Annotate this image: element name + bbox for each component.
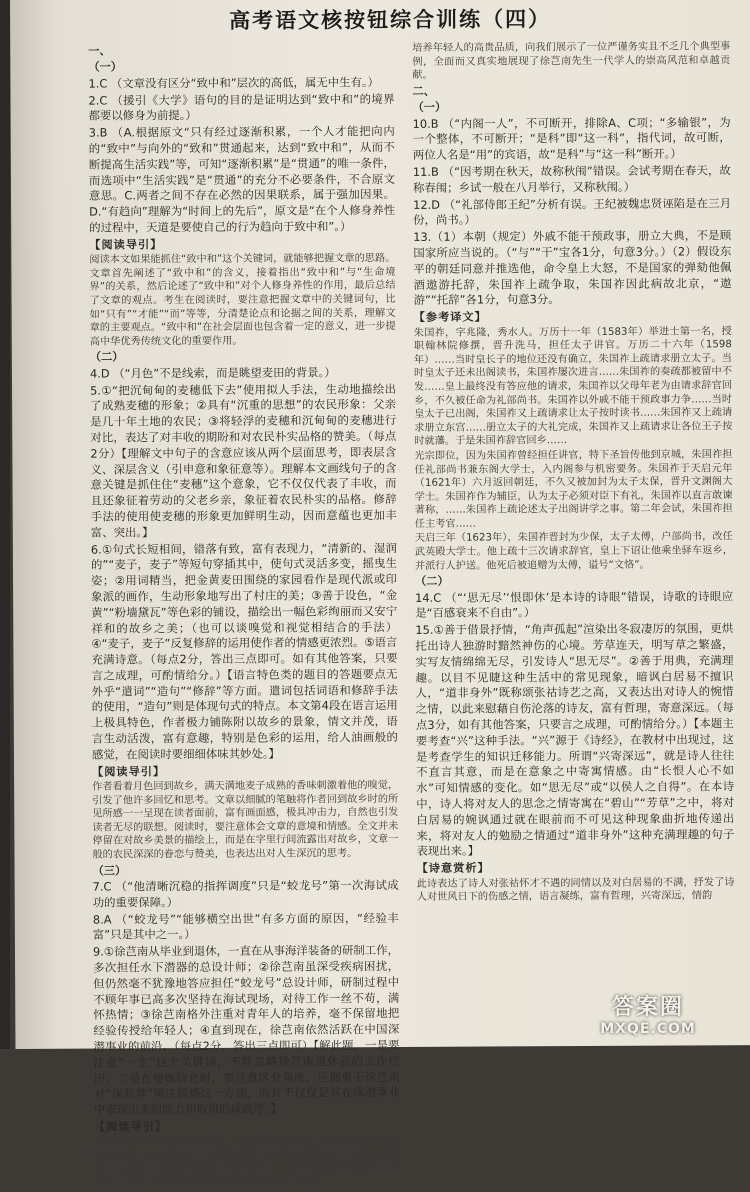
page-title: 高考语文核按钮综合训练（四） (229, 7, 552, 33)
section-heading: 一、 (88, 44, 111, 58)
section-heading: 二、 (412, 84, 435, 98)
subsection-heading: （二） (415, 574, 449, 589)
poem-appreciation-heading: 【诗意赏析】 (416, 861, 490, 876)
answer-15: 15.①善于借景抒情，“角声孤起”渲染出冬寂凄厉的氛围，更烘托出诗人独游时黯然神伤的心境。芳草连天，明写草之繁盛，实写友情绵绵无尽，引发诗人“思无尽”。②善于用典，充满理趣。以目不见睫这种生活中的常见现象，暗讽白居易不擅识人，“道非身外”既称颂张祜诗艺之高，又表达出对诗人的惋惜之情，以此来慰藉自伤沦落的诗友，富有哲理，寄意深远。（每点3分，如有其他答案，只要言之成理，可酌情给分。）【本题主要考查“兴”这种手法。“兴”源于《诗经》，在教材中出现过，这是考查学生的知识迁移能力。所谓“兴寄深远”，就是诗人往往不直言其意，而是在意象之中寄寓情感。由“长恨人心不如水”可知情感的变化。如“思无尽”或“以侯人之自得”。在本诗中，诗人将对友人的思念之情寄寓在“碧山”“芳草”之中，将对白居易的婉讽通过就在眼前而不可见这种现象曲折地传递出来，将对友人的勉励之情通过“道非身外”这种充满理趣的句子表现出来。】 (415, 621, 735, 859)
right-column (412, 40, 735, 905)
subsection-heading: （一） (412, 100, 447, 115)
answer-9: 9.①徐芑南从毕业到退休，一直在从事海洋装备的研制工作，多次担任水下潜器的总设计师；②徐芑南虽深受疾病困扰，但仍然毫不犹豫地答应担任“蛟龙号”总设计师，研制过程中不顾年事已高多次坚持在海试现场，对待工作一丝不苟，满怀热情；③徐芑南格外注重对青年人的培养，毫不保留地把经验传授给年轻人；④直到现在，徐芑南依然活跃在中国深潜事业的前沿。（每点2分，答出三点即可）【解此题，一是要注意“一生”这个关键词，不能忽略徐芑南退休前的工作经历；二是在提炼信息时，要注意区分角度，应侧重于徐芑南对“深蓝梦”倾注情感这一方面，而并不仅仅是其在深潜事业中表现出来的能力和取得的成就等。】 (92, 943, 400, 1117)
subsection-heading: （二） (89, 350, 124, 364)
answer-2: 2.C （援引《大学》语句的目的是证明达到“致中和”的境界都要以修身为前提。） (88, 91, 395, 123)
poem-appreciation-text: 此诗表达了诗人对张祜怀才不遇的同情以及对白居易的不满，抒发了诗人对世风日下的伤感之情，语言凝练，富有哲理，兴寄深远，情韵 (416, 876, 735, 904)
reading-guide-heading: 【阅读导引】 (92, 764, 166, 779)
translation-text: 光宗即位，因为朱国祚曾经担任讲官，特下圣旨传他到京城，朱国祚担任礼部尚书兼东阁大学士，入内阁参与机密要务。朱国祚于天启元年（1621年）六月返回朝廷，不久又被加封为太子太保，晋升文渊阁大学士。朱国祚作为辅臣，认为太子必须对臣下有礼，朱国祚以直言敢谏著称，……朱国祚上疏论述太子出阁讲学之事。第二年会试，朱国祚担任主考官…… (414, 449, 733, 530)
reading-guide-heading: 【阅读导引】 (89, 237, 163, 252)
reading-guide-text: 阅读本文如果能抓住“致中和”这个关键词，就能够把握文章的思路。文章首先阐述了“致中和”的含义，接着指出“致中和”与“生命境界”的关系，然后论述了“致中和”对个人修身养性的作用，最后总结了文章的观点。考生在阅读时，要注意把握文章中的关键词句，比如“只有”“才能”“而”等等，分清楚论点和论据之间的关系，理解文章的主要观点。“致中和”在社会层面也包含着一定的意义，进一步提高中华优秀传统文化的重要作用。 (89, 253, 396, 348)
subsection-heading: （三） (92, 864, 127, 878)
watermark-title: 答案圈 (611, 995, 684, 1020)
answer-12: 12.D （“礼部侍郎王纪”分析有误。王纪被魏忠贤诬陷是在三月份，尚书。） (413, 195, 732, 228)
subsection-heading: （一） (88, 60, 122, 74)
answer-4: 4.D （“月色”不是线索，而是眺望麦田的背景。） (89, 365, 336, 381)
translation-text: 朱国祚，字兆隆，秀水人。万历十一年（1583年）举进士第一名，授职翰林院修撰，晋升洗马，担任太子讲官。万历二十六年（1598年）……当时皇长子的地位还没有确立，朱国祚上疏请求册立太子。当时皇太子还未出阁读书，朱国祚屡次进言……朱国祚的奏疏都被留中不发……皇上最终没有答应他的请求，朱国祚以父母年老为由请求辞官回乡，不久被任命为礼部尚书。朱国祚以外戚不能干预政事力争……当时皇太子已出阁，朱国祚又上疏请求让太子按时读书……朱国祚又上疏请求册立东宫……册立太子的大礼完成，朱国祚又上疏请求让各位王子按时就藩。于是朱国祚辞官回乡…… (413, 325, 733, 448)
watermark-logo (588, 990, 708, 1046)
answer-7: 7.C （“他清晰沉稳的指挥调度”只是“蛟龙号”第一次海试成功的重要保障。） (92, 878, 399, 910)
left-column (88, 42, 400, 1191)
reading-guide-text: 徐芑南先生是中国工程院院士、蛟龙号总设计师。作为我国深潜技术的开拓者，可以说他的一生都奉献给了我国的深潜事业。这种爱国情怀令人钦佩。这篇传记截取了徐芑南先生投身中国深潜事业的几个关键点，叙写了徐芑南先生不畏病痛勇担重任，注重 (93, 1135, 401, 1189)
answer-14: 14.C （“‘思无尽’‘恨即休’是本诗的诗眼”错误，诗歌的诗眼应是“百感衰来不自由”。） (415, 588, 734, 621)
reading-guide-heading: 【阅读导引】 (93, 1120, 168, 1134)
reading-guide-text: 作者看着月色回到故乡，满天满地麦子成熟的香味刺激着他的嗅觉，引发了他许多回忆和思考。文章以细腻的笔触将作者回到故乡时的所见所感一一呈现在读者面前，富有画面感，极具冲击力，自然也引发读者无尽的联想。阅读时，要注意体会文章的意境和情感。全文并未停留在对故乡美景的描绘上，而是在字里行间流露出对故乡，文章一般的农民深深的眷恋与赞美，也表达出对人生深沉的思考。 (92, 780, 399, 861)
answer-10: 10.B （“内阁一人”，不可断开，排除A、C项；“多输银”，为一个整体，不可断开；“是科”即“这一科”，指代词，故可断，两位人名是“用”的宾语，故“是科”与“这一科”断开。） (412, 114, 731, 163)
translation-text: 天启三年（1623年），朱国祚晋封为少保，太子太傅，户部尚书，改任武英殿大学士。他上疏十三次请求辞官，皇上下诏让他乘坐驿车返乡，并派行人护送。他死后被追赠为太傅，谥号“文恪”。 (414, 531, 733, 572)
watermark-url: MXQE.COM (600, 1021, 696, 1037)
reading-guide-text: 培养年轻人的高贵品质，向我们展示了一位严谨务实且不乏几个典型事例，全面而又真实地展现了徐芑南先生一代学人的崇高风范和卓越贡献。 (412, 41, 731, 82)
answer-5: 5.①“把沉甸甸的麦穗低下去”使用拟人手法，生动地描绘出了成熟麦穗的形象；②具有“沉重的思想”的农民形象：父亲是几十年土地的农民；③将轻浮的麦穗和沉甸甸的麦穗进行对比，表达了对丰收的期盼和对农民朴实品格的赞美。（每点2分）【理解文中句子的含意应该从两个层面思考，即表层含义、深层含义（引申意和象征意等）。理解本文画线句子的含意关键是抓住住“麦穗”这个意象，它不仅仅代表了丰收，而且还象征着劳动的父老乡亲，象征着农民朴实的品格。修辞手法的使用使麦穗的形象更加鲜明生动，因而意蕴也更加丰富、突出。】 (90, 381, 397, 540)
answer-11: 11.B （“因考期在秋天，故称秋闱”错误。会试考期在春天，故称春闱；乡试一般在八月举行，又称秋闱。） (412, 163, 731, 195)
translation-heading: 【参考译文】 (413, 310, 487, 325)
answer-13: 13.（1）本朝（规定）外戚不能干预政事，册立大典，不是顾国家所应当说的。（“与”“干”宝各1分，句意3分。）（2）假设东平的朝廷同意并推选他，命令皇上大怒，不是国家的弹劾他佩酒遨游托辞，朱国祚上疏争取，朱国祚因此病故北京，“遨游”“托辞”各1分，句意3分。 (413, 228, 732, 308)
answer-3: 3.B （A.根据原文“只有经过逐渐积累，一个人才能把向内的“致中”与向外的“致和”贯通起来，达到“致中和”，从而不断提高生活实践”等，可知“逐渐积累”是“贯通”的唯一条件，而选项中“生活实践”是“贯通”的充分不必要条件，不合原文意思。C.两者之间不存在必然的因果联系，属于强加因果。D.“有趋向”理解为“时间上的先后”，原文是“在个人修身养性的过程中，天道是要使自己的行为趋向于致中和”。） (88, 124, 396, 235)
book-spine (0, 0, 10, 1049)
answer-6: 6.①句式长短相间，错落有致，富有表现力，“清新的、湿润的”“麦子，麦子”等短句穿插其中，使句式灵活多变，摇曳生姿；②用词精当，把金黄麦田围绕的家园看作是现代派或印象派的画作，生动形象地写出了村庄的美；③善于设色，“金黄”“粉墙黛瓦”等色彩的铺设，描绘出一幅色彩绚丽而又安宁祥和的故乡之美；（也可以谈嗅觉和视觉相结合的手法）④“麦子，麦子”反复修辞的运用使作者的情感更浓烈。⑤语言充满诗意。（每点2分，答出三点即可。如有其他答案，只要言之成理，可酌情给分。）【语言特色类的题目的答题要点无外乎“遣词”“造句”“修辞”等方面。遣词包括词语和修辞手法的使用，“造句”则是体现句式的特点。本文第4段在语言运用上极具特色，作者极力铺陈附以故乡的景象，情文并茂，语言生动活泼，富有意趣，特别是色彩的运用，给人油画般的感觉，在阅读时要细细体味其妙处。】 (90, 540, 398, 762)
answer-1: 1.C （文章没有区分“致中和”层次的高低，属无中生有。） (88, 74, 380, 91)
document-page (10, 0, 750, 1189)
answer-8: 8.A （“蛟龙号”“能够横空出世”有多方面的原因，“经验丰富”只是其中之一。） (92, 910, 399, 943)
